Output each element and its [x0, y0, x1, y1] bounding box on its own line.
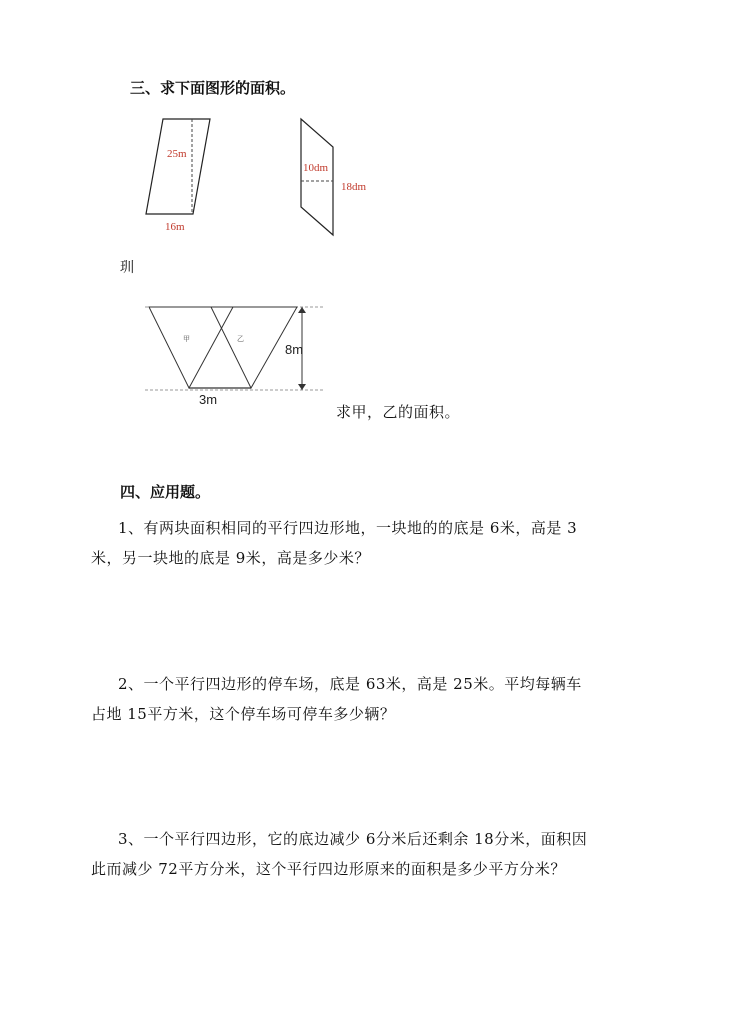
problem-3-line-2: 此而减少 72平方分米，这个平行四边形原来的面积是多少平方分米？: [91, 860, 566, 878]
figure1-base-label: 16m: [165, 221, 185, 233]
problem-1-line-1: 1、有两块面积相同的平行四边形地，一块地的的底是 6米，高是 3: [118, 519, 578, 537]
problem-1-line-2: 米，另一块地的底是 9米，高是多少米？: [91, 549, 370, 567]
problem-2-line-1: 2、一个平行四边形的停车场，底是 63米，高是 25米。平均每辆车: [118, 675, 582, 693]
section-4-title: 四、应用题。: [120, 483, 211, 501]
figure1-height-label: 25m: [167, 148, 187, 160]
figure2-side-label: 18dm: [341, 181, 367, 193]
triangles-question: 求甲，乙的面积。: [336, 403, 461, 421]
figure2-height-label: 10dm: [303, 162, 329, 174]
figure3-left-label: 甲: [183, 336, 190, 343]
figure-triangles: [145, 307, 324, 407]
figure3-height-label: 8m: [285, 342, 304, 357]
problem-2-line-2: 占地 15平方米，这个停车场可停车多少辆？: [91, 705, 396, 723]
figure3-right-label: 乙: [237, 336, 244, 343]
figure3-base-label: 3m: [199, 392, 218, 407]
figure-parallelogram-1: [146, 119, 210, 233]
figure-parallelogram-2: [301, 119, 367, 235]
stray-character: 玔: [120, 260, 135, 276]
section-3-title: 三、求下面图形的面积。: [130, 79, 296, 97]
problem-3-line-1: 3、一个平行四边形，它的底边减少 6分米后还剩余 18分米，面积因: [118, 830, 588, 848]
